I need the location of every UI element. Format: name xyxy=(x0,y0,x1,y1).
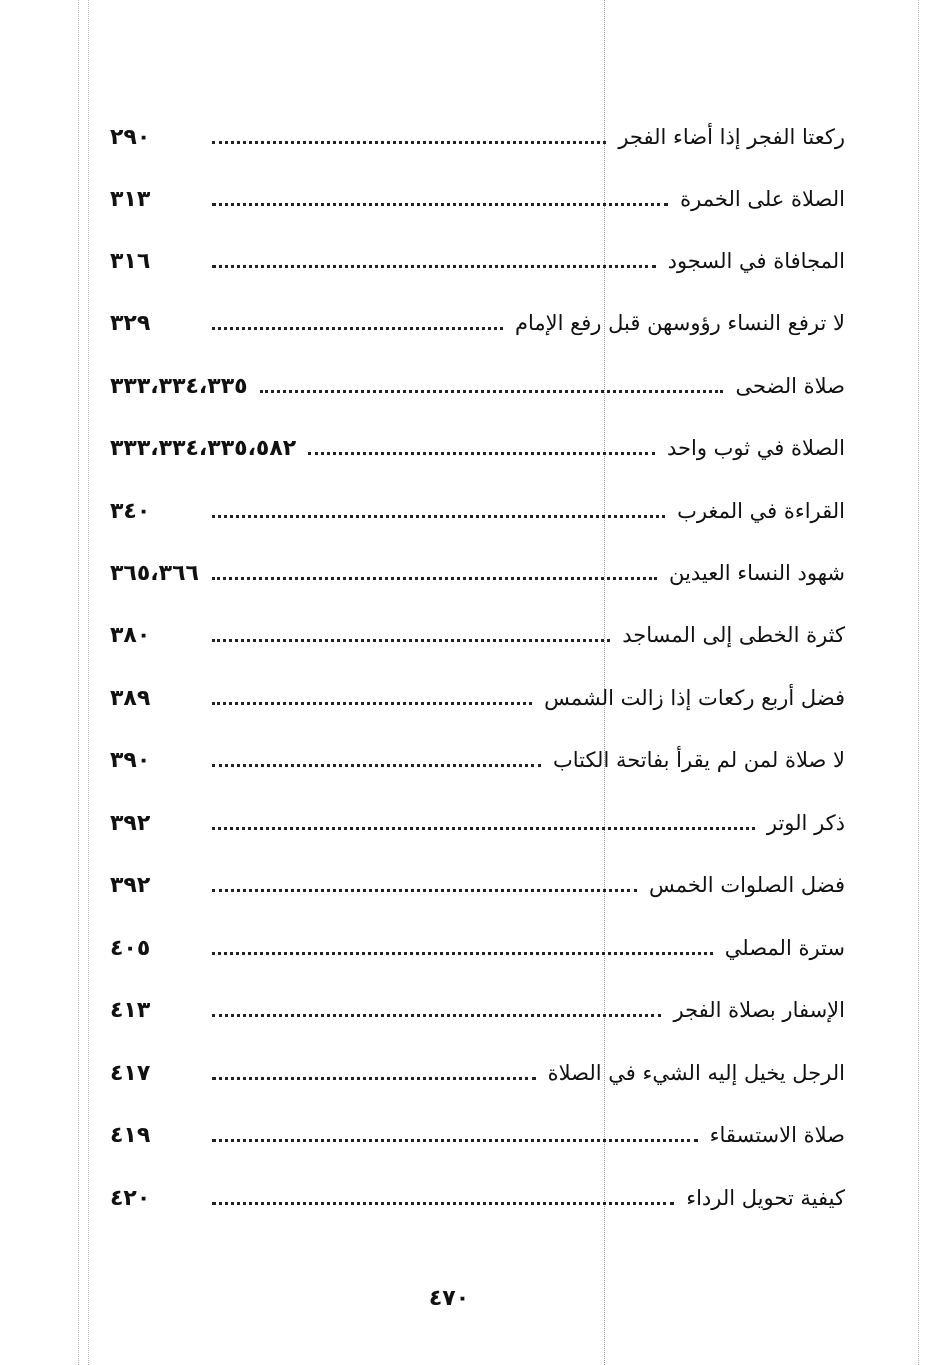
dot-leader xyxy=(212,639,610,642)
entry-page-refs: ٣٩٢ xyxy=(110,872,151,898)
entry-title: الصلاة على الخمرة xyxy=(680,187,845,211)
entry-page-refs: ٣١٦ xyxy=(110,248,151,274)
entry-title: صلاة الاستسقاء xyxy=(709,1123,845,1147)
entry-title: الصلاة في ثوب واحد xyxy=(667,436,845,460)
toc-entry xyxy=(110,236,845,286)
dot-leader xyxy=(212,1077,536,1080)
dot-leader xyxy=(212,702,532,705)
entry-title: فضل الصلوات الخمس xyxy=(648,873,845,897)
entry-title: القراءة في المغرب xyxy=(677,499,845,523)
dot-leader xyxy=(212,1139,698,1142)
toc-entry xyxy=(110,860,845,910)
toc-entry xyxy=(110,298,845,348)
dot-leader xyxy=(308,452,655,455)
entry-title: الرجل يخيل إليه الشيء في الصلاة xyxy=(547,1061,845,1085)
entry-page-refs: ٣٦٥،٣٦٦ xyxy=(110,560,199,586)
entry-page-refs: ٤١٧ xyxy=(110,1060,151,1086)
toc-entry xyxy=(110,361,845,411)
dot-leader xyxy=(212,515,665,518)
toc-entry xyxy=(110,798,845,848)
entry-title: كثرة الخطى إلى المساجد xyxy=(622,623,845,647)
dot-leader xyxy=(212,952,713,955)
entry-page-refs: ٣٩٠ xyxy=(110,747,151,773)
entry-page-refs: ٤٢٠ xyxy=(110,1185,151,1211)
scan-edge-line xyxy=(918,0,919,1365)
entry-title: ذكر الوتر xyxy=(766,811,845,835)
entry-title: ركعتا الفجر إذا أضاء الفجر xyxy=(618,125,845,149)
dot-leader xyxy=(212,764,541,767)
scan-edge-line xyxy=(78,0,79,1365)
page-number: ٤٧٠ xyxy=(428,1286,470,1311)
toc-entry xyxy=(110,985,845,1035)
toc-entry xyxy=(110,1048,845,1098)
toc-entry xyxy=(110,423,845,473)
toc-entry xyxy=(110,1110,845,1160)
dot-leader xyxy=(212,141,606,144)
entry-title: شهود النساء العيدين xyxy=(669,561,845,585)
entry-page-refs: ٢٩٠ xyxy=(110,124,151,150)
toc-entry xyxy=(110,548,845,598)
toc-entry xyxy=(110,923,845,973)
entry-title: الإسفار بصلاة الفجر xyxy=(673,998,845,1022)
entry-page-refs: ٤٠٥ xyxy=(110,935,151,961)
dot-leader xyxy=(212,1014,661,1017)
entry-title: لا ترفع النساء رؤوسهن قبل رفع الإمام xyxy=(514,311,845,335)
scan-edge-line xyxy=(88,0,89,1365)
entry-page-refs: ٣٨٠ xyxy=(110,622,151,648)
toc-entry xyxy=(110,735,845,785)
entry-page-refs: ٣١٣ xyxy=(110,186,151,212)
entry-title: صلاة الضحى xyxy=(735,374,845,398)
toc-entry xyxy=(110,112,845,162)
entry-page-refs: ٣٣٣،٣٣٤،٣٣٥ xyxy=(110,373,248,399)
dot-leader xyxy=(212,265,656,268)
dot-leader xyxy=(212,889,637,892)
entry-title: المجافاة في السجود xyxy=(667,249,845,273)
dot-leader xyxy=(212,827,755,830)
dot-leader xyxy=(212,577,657,580)
dot-leader xyxy=(260,390,724,393)
dot-leader xyxy=(212,1202,674,1205)
dot-leader xyxy=(212,203,668,206)
entry-page-refs: ٣٩٢ xyxy=(110,810,151,836)
toc-entry xyxy=(110,1173,845,1223)
entry-title: فضل أربع ركعات إذا زالت الشمس xyxy=(544,686,845,710)
entry-page-refs: ٣٣٣،٣٣٤،٣٣٥،٥٨٢ xyxy=(110,435,297,461)
entry-title: لا صلاة لمن لم يقرأ بفاتحة الكتاب xyxy=(552,748,845,772)
entry-page-refs: ٣٢٩ xyxy=(110,310,151,336)
entry-title: كيفية تحويل الرداء xyxy=(686,1186,845,1210)
toc-entry xyxy=(110,673,845,723)
entry-title: سترة المصلي xyxy=(724,936,845,960)
toc-entry xyxy=(110,610,845,660)
entry-page-refs: ٤١٣ xyxy=(110,997,151,1023)
entry-page-refs: ٣٨٩ xyxy=(110,685,151,711)
dot-leader xyxy=(212,327,503,330)
entry-page-refs: ٣٤٠ xyxy=(110,498,151,524)
toc-entry xyxy=(110,174,845,224)
table-of-contents xyxy=(110,112,845,1232)
entry-page-refs: ٤١٩ xyxy=(110,1122,151,1148)
toc-entry xyxy=(110,486,845,536)
